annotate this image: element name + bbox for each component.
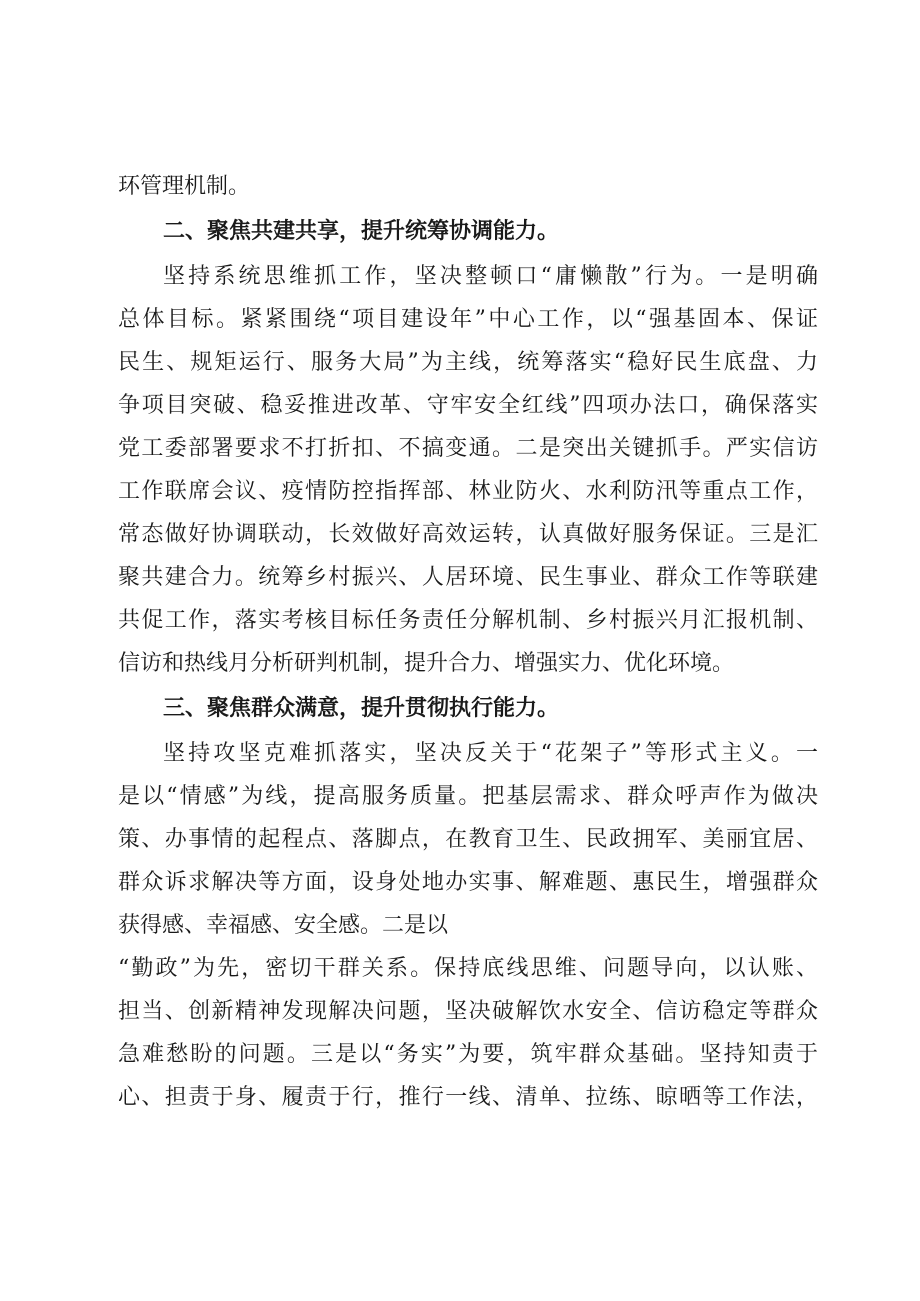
paragraph-line-15: 是以“情感”为线，提高服务质量。把基层需求、群众呼声作为做决	[118, 784, 818, 809]
paragraph-line-9: 常态做好协调联动，长效做好高效运转，认真做好服务保证。三是汇	[118, 522, 818, 547]
section-heading-3: 三、聚焦群众满意，提升贯彻执行能力。	[163, 696, 560, 721]
paragraph-line-14: 坚持攻坚克难抓落实，坚决反关于“花架子”等形式主义。一	[163, 741, 818, 766]
paragraph-line-19: “勤政”为先，密切干群关系。保持底线思维、问题导向，以认账、	[118, 956, 818, 981]
paragraph-line-12: 信访和热线月分析研判机制，提升合力、增强实力、优化环境。	[118, 651, 735, 676]
paragraph-line-22: 心、担责于身、履责于行，推行一线、清单、拉练、晾晒等工作法，	[118, 1085, 818, 1110]
paragraph-line-18: 获得感、幸福感、安全感。二是以	[118, 913, 449, 938]
paragraph-line-1: 环管理机制。	[118, 174, 251, 199]
paragraph-line-16: 策、办事情的起程点、落脚点，在教育卫生、民政拥军、美丽宜居、	[118, 827, 818, 852]
paragraph-line-3: 坚持系统思维抓工作，坚决整顿口“庸懒散”行为。一是明确	[163, 264, 818, 289]
paragraph-line-17: 群众诉求解决等方面，设身处地办实事、解难题、惠民生，增强群众	[118, 870, 818, 895]
paragraph-line-20: 担当、创新精神发现解决问题，坚决破解饮水安全、信访稳定等群众	[118, 999, 818, 1024]
paragraph-line-7: 党工委部署要求不打折扣、不搞变通。二是突出关键抓手。严实信访	[118, 436, 818, 461]
paragraph-line-6: 争项目突破、稳妥推进改革、守牢安全红线”四项办法口，确保落实	[118, 393, 818, 418]
paragraph-line-4: 总体目标。紧紧围绕“项目建设年”中心工作，以“强基固本、保证	[118, 307, 818, 332]
paragraph-line-10: 聚共建合力。统筹乡村振兴、人居环境、民生事业、群众工作等联建	[118, 565, 818, 590]
paragraph-line-8: 工作联席会议、疫情防控指挥部、林业防火、水利防汛等重点工作，	[118, 479, 818, 504]
paragraph-line-21: 急难愁盼的问题。三是以“务实”为要，筑牢群众基础。坚持知责于	[118, 1042, 818, 1067]
section-heading-2: 二、聚焦共建共享，提升统筹协调能力。	[163, 219, 560, 244]
paragraph-line-11: 共促工作，落实考核目标任务责任分解机制、乡村振兴月汇报机制、	[118, 608, 818, 633]
paragraph-line-5: 民生、规矩运行、服务大局”为主线，统筹落实“稳好民生底盘、力	[118, 350, 818, 375]
